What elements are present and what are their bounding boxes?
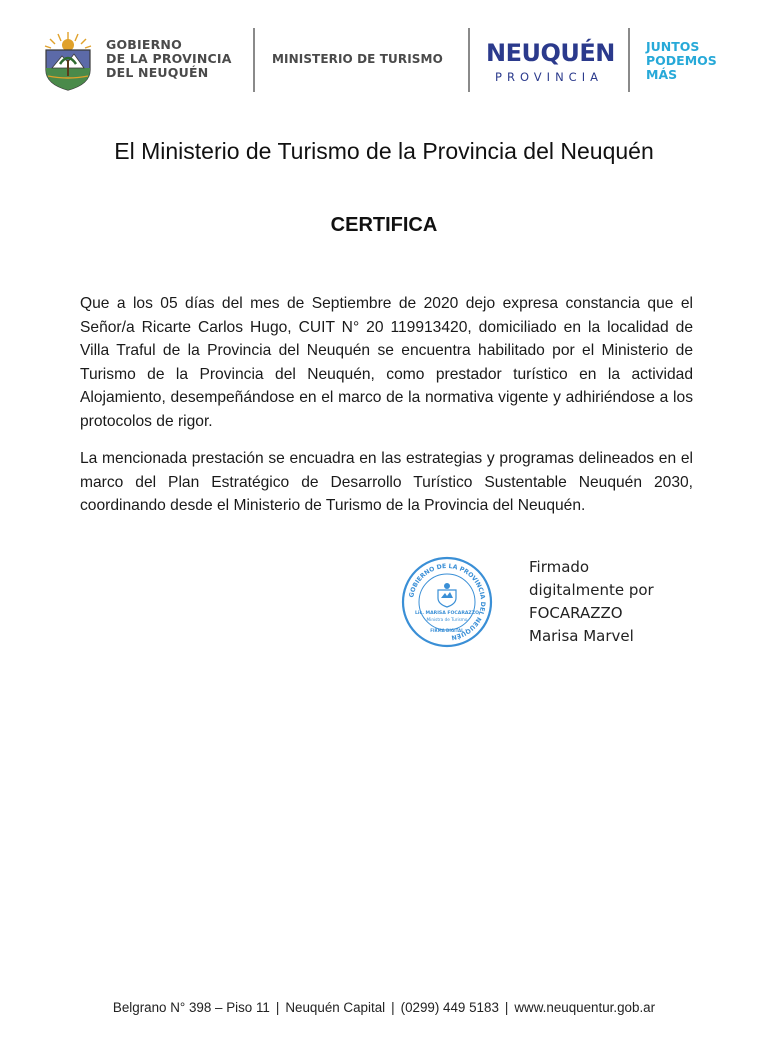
document-title: El Ministerio de Turismo de la Provincia del Neuquén	[114, 138, 654, 164]
brand-wordmark: NEUQUÉN	[486, 39, 615, 67]
slogan-line-3: MÁS	[646, 67, 678, 82]
footer-website[interactable]: www.neuquentur.gob.ar	[514, 1000, 656, 1015]
signature-line: Marisa Marvel	[529, 627, 634, 645]
neuquen-brand-logo	[486, 39, 615, 90]
footer-separator: |	[504, 1000, 509, 1015]
footer-address: Belgrano N° 398 – Piso 11	[112, 1000, 270, 1015]
digital-signature-text	[529, 556, 654, 648]
slogan	[646, 40, 717, 82]
footer-contact	[0, 1000, 768, 1015]
certificate-paragraph: La mencionada prestación se encuadra en las estrategias y programas delineados en el marco del Plan Estratégico de Desarrollo Turístico Sustentable Neuquén 2030, coordinando desde el Ministerio de Turismo de la Provincia del Neuquén.	[80, 450, 693, 514]
government-logo	[40, 30, 250, 92]
government-name	[106, 38, 232, 80]
government-line-3: DEL NEUQUÉN	[106, 65, 209, 80]
header-divider	[468, 28, 470, 92]
header-divider	[253, 28, 255, 92]
footer-city: Neuquén Capital	[285, 1000, 386, 1015]
letterhead	[0, 0, 768, 120]
document-heading: CERTIFICA	[330, 214, 438, 236]
brand-subtitle: PROVINCIA	[495, 70, 603, 84]
header-divider	[628, 28, 630, 92]
signature-line: FOCARAZZO	[529, 604, 623, 622]
government-line-2: DE LA PROVINCIA	[106, 51, 232, 66]
footer-phone: (0299) 449 5183	[400, 1000, 499, 1015]
seal-ring-text: GOBIERNO DE LA PROVINCIA DEL NEUQUÉN	[408, 562, 487, 641]
ministry-name: MINISTERIO DE TURISMO	[272, 52, 443, 66]
seal-name: Lic. MARISA FOCARAZZO	[414, 611, 480, 616]
slogan-line-1: JUNTOS	[646, 39, 700, 54]
seal-role: Ministra de Turismo	[426, 617, 468, 622]
seal-label: FIRMA DIGITAL	[430, 628, 464, 633]
signature-line: Firmado	[529, 558, 590, 576]
slogan-line-2: PODEMOS	[646, 53, 717, 68]
footer-separator: |	[391, 1000, 395, 1015]
government-line-1: GOBIERNO	[106, 37, 182, 52]
digital-signature-seal-icon	[401, 556, 493, 648]
footer-separator: |	[275, 1000, 280, 1015]
certificate-paragraph: Que a los 05 días del mes de Septiembre de 2020 dejo expresa constancia que el Señor/a Ricarte Carlos Hugo, CUIT N° 20 119913420, domiciliado en la localidad de Villa Traful de la Provincia del Neuquén se encuentra habilitado por el Ministerio de Turismo de la Provincia del Neuquén, como prestador turístico en la actividad Alojamiento, desempeñándose en el marco de la normativa vigente y adhiriéndose a los protocolos de rigor.	[80, 295, 693, 430]
coat-of-arms-icon	[40, 30, 96, 92]
signature-line: digitalmente por	[529, 581, 654, 599]
